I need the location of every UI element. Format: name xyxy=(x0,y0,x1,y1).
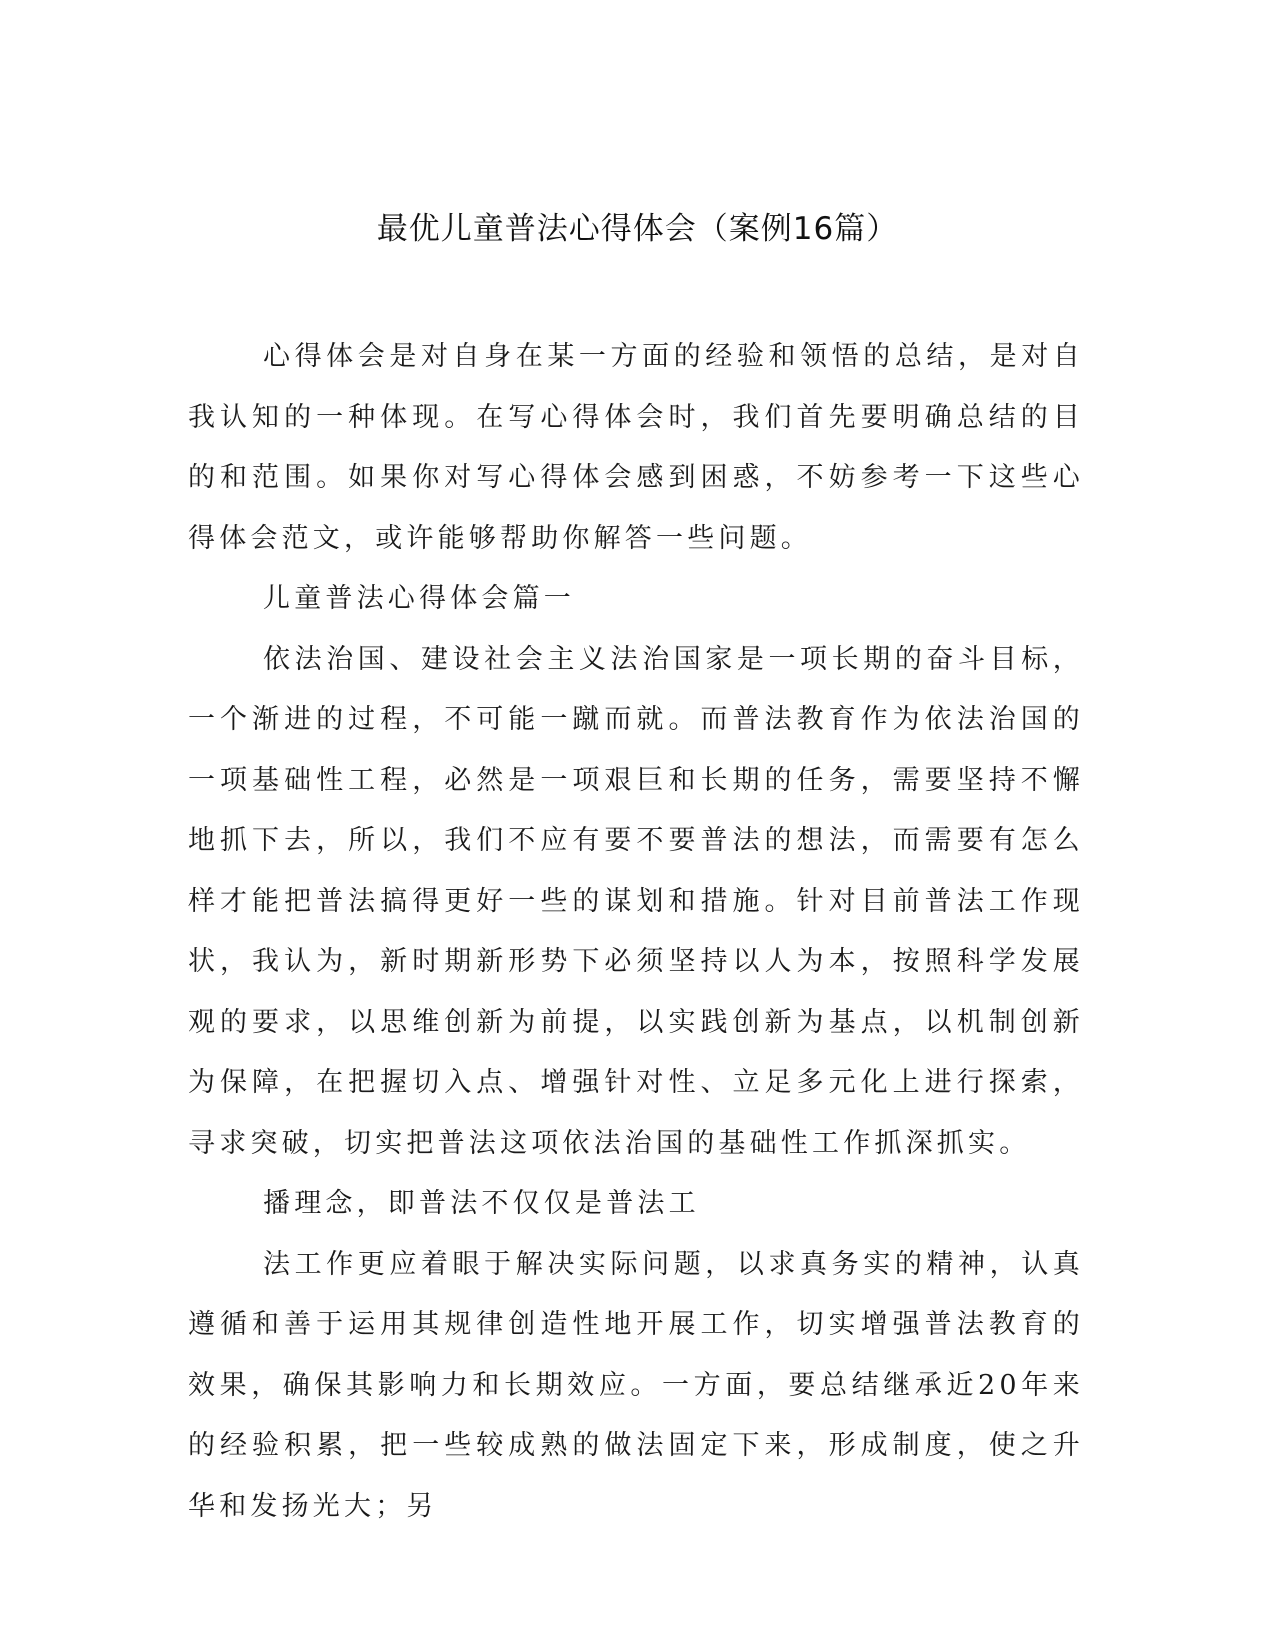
body-paragraph: 法工作更应着眼于解决实际问题，以求真务实的精神，认真遵循和善于运用其规律创造性地开展工作，切实增强普法教育的效果，确保其影响力和长期效应。一方面，要总结继承近20年来的经验积累，把一些较成熟的做法固定下来，形成制度，使之升华和发扬光大；另 xyxy=(188,1248,1084,1522)
document-title: 最优儿童普法心得体会（案例16篇） xyxy=(376,211,899,247)
section-heading: 儿童普法心得体会篇一 xyxy=(263,583,575,614)
document-body xyxy=(188,327,1084,1537)
body-paragraph: 依法治国、建设社会主义法治国家是一项长期的奋斗目标，一个渐进的过程，不可能一蹴而就。而普法教育作为依法治国的一项基础性工程，必然是一项艰巨和长期的任务，需要坚持不懈地抓下去，所以，我们不应有要不要普法的想法，而需要有怎么样才能把普法搞得更好一些的谋划和措施。针对目前普法工作现状，我认为，新时期新形势下必须坚持以人为本，按照科学发展观的要求，以思维创新为前提，以实践创新为基点，以机制创新为保障，在把握切入点、增强针对性、立足多元化上进行探索，寻求突破，切实把普法这项依法治国的基础性工作抓深抓实。 xyxy=(188,643,1084,1159)
intro-paragraph: 心得体会是对自身在某一方面的经验和领悟的总结，是对自我认知的一种体现。在写心得体会时，我们首先要明确总结的目的和范围。如果你对写心得体会感到困惑，不妨参考一下这些心得体会范文，或许能够帮助你解答一些问题。 xyxy=(188,341,1084,554)
body-paragraph: 播理念，即普法不仅仅是普法工 xyxy=(263,1188,700,1219)
